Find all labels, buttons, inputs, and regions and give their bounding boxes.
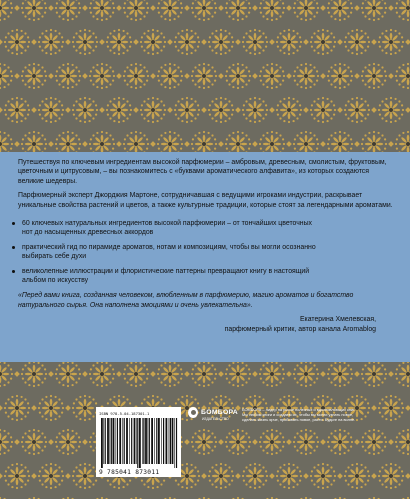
author-paragraph: Парфюмерный эксперт Джорджия Мартоне, сотрудничавшая с ведущими игроками индустрии, раскрывает уникальные свойства растений и цветов, а также культурные традиции, которые стоят за легендарными ароматами. [18, 192, 393, 209]
quote-author-title: парфюмерный критик, автор канала Aromablog [224, 325, 376, 333]
decorative-pattern-top [0, 0, 410, 152]
publisher-logo-icon [188, 407, 198, 418]
publisher-logo-block [188, 407, 238, 437]
quote-author-name: Екатерина Хмелевская, [299, 316, 376, 324]
publisher-name: БОМБОРА [201, 409, 238, 416]
feature-item: великолепные иллюстрации и флористические паттерны превращают книгу в настоящий альбом по искусству [18, 267, 318, 286]
ornament-pattern [0, 0, 410, 152]
publisher-info: БОМБОРА – лидер на рынке полезных и вдохновляющих книг. Мы любим книги и создаем их, чтобы вы могли узнать новое, сделать жизнь ярче, пробовать новое, расти. Будьте на волне. [242, 407, 356, 422]
feature-list [18, 219, 394, 286]
book-description-panel [0, 152, 410, 362]
barcode-block [96, 407, 181, 477]
publisher-subtitle: ИЗДАТЕЛЬСТВО [202, 417, 229, 421]
feature-item: практический гид по пирамиде ароматов, нотам и композициям, чтобы вы могли осознанно выбирать себе духи [18, 243, 318, 262]
isbn-text: ISBN 978-5-04-187301-1 [99, 411, 150, 416]
barcode-icon [99, 418, 178, 468]
feature-item: 60 ключевых натуральных ингредиентов высокой парфюмерии – от тончайших цветочных нот до насыщенных древесных аккордов [18, 219, 318, 238]
barcode-digits: 9 785041 873011 [99, 469, 160, 476]
quote-author [18, 315, 394, 334]
review-quote: «Перед вами книга, созданная человеком, влюбленным в парфюмерию, магию ароматов и богатство натурального сырья. Она наполнена эмоциями и очень увлекательна». [18, 292, 354, 309]
intro-paragraph: Путешествуя по ключевым ингредиентам высокой парфюмерии – амбровым, древесным, смолистым, фруктовым, цветочным и цитрусовым, – вы познакомитесь с «буквами ароматического алфавита», из которых создаются великие шедевры. [18, 159, 387, 185]
